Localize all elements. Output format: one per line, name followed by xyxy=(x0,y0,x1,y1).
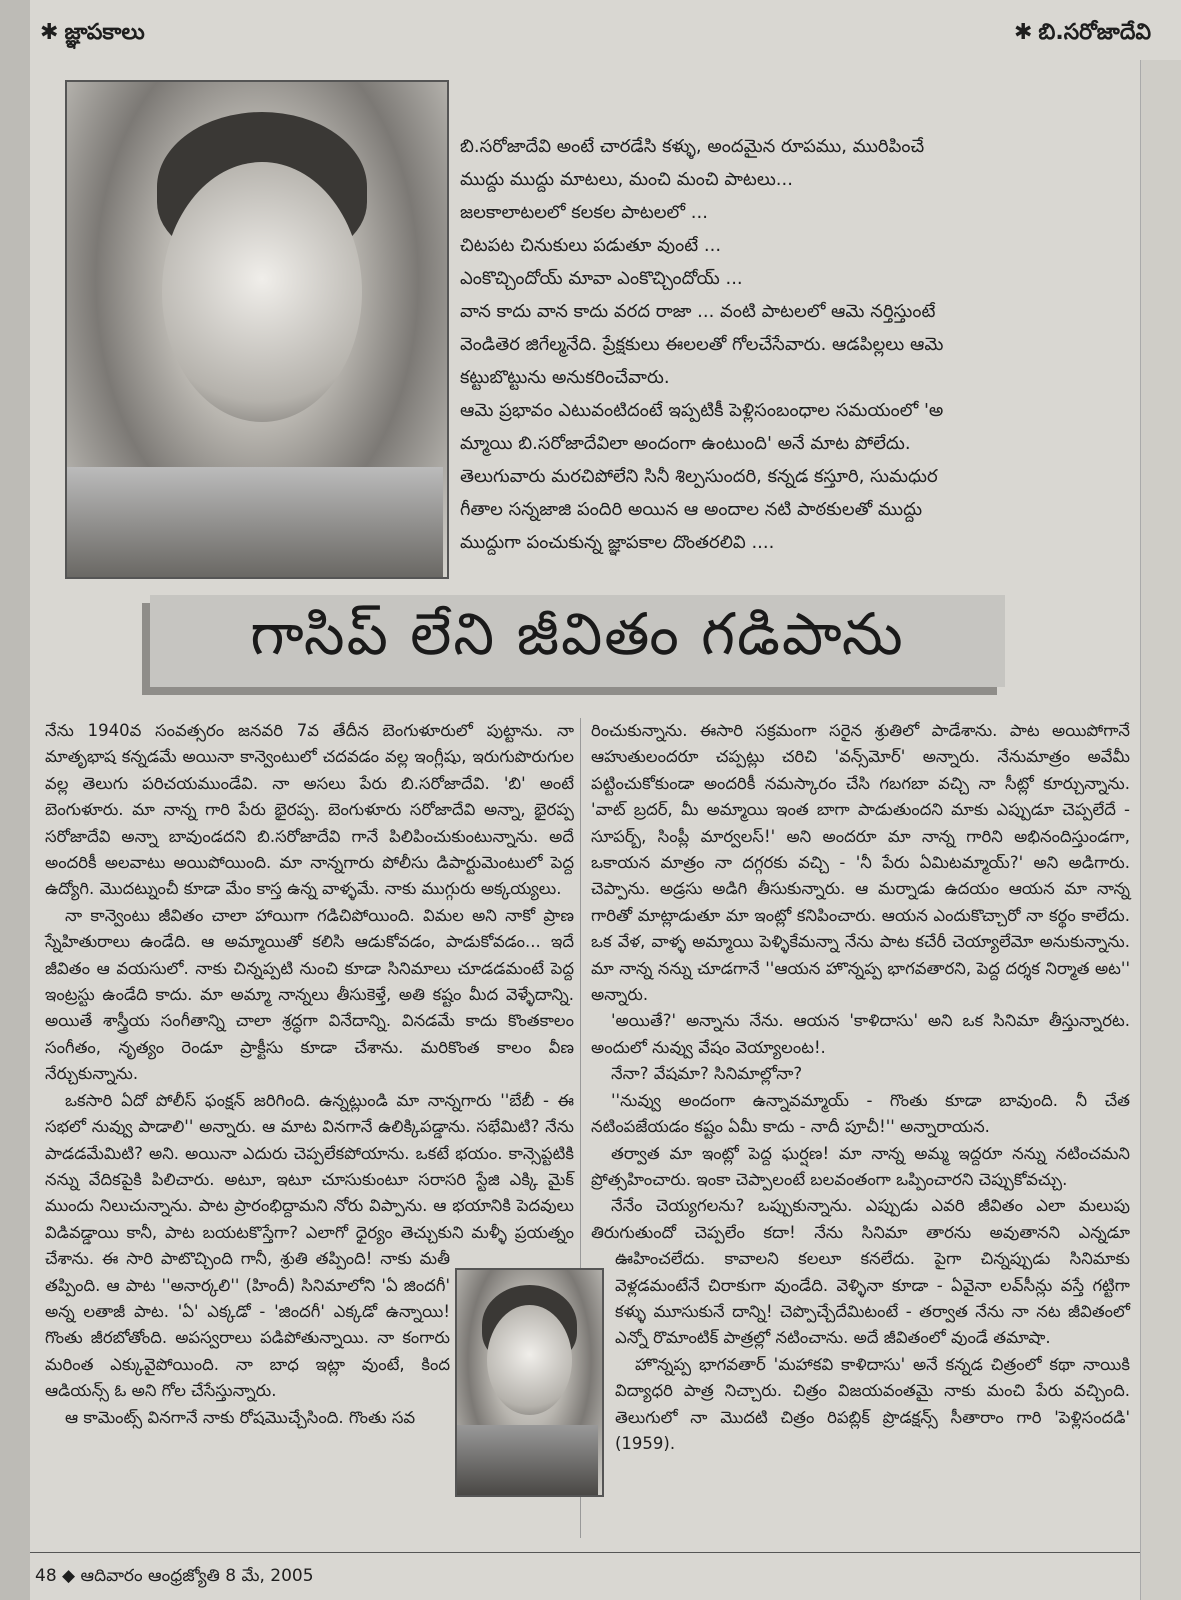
intro-line: జలకాలాటలలో కలకల పాటలలో ... xyxy=(460,202,708,223)
intro-line: చిటపట చినుకులు పడుతూ వుంటే ... xyxy=(460,235,722,256)
intro-line: మ్మాయి బి.సరోజాదేవిలా అందంగా ఉంటుంది' అనే మాట పోలేదు. xyxy=(460,433,911,454)
intro-line: కట్టుబొట్టును అనుకరించేవారు. xyxy=(460,367,670,388)
section-title: జ్ఞాపకాలు xyxy=(64,20,145,45)
intro-line: వెండితెర జిగేల్మనేది. ప్రేక్షకులు ఈలలతో గోలచేసేవారు. ఆడపిల్లలు ఆమె xyxy=(460,334,944,355)
intro-line: బి.సరోజాదేవి అంటే చారడేసి కళ్ళు, అందమైన రూపము, మురిపించే xyxy=(460,136,925,157)
paragraph: రించుకున్నాను. ఈసారి సక్రమంగా సరైన శ్రుతిలో పాడేశాను. పాట అయిపోగానే ఆహుతులందరూ చప్పట్లు చరిచి 'వన్స్‌మోర్' అన్నారు. నేనుమాత్రం అవేమీ పట్టించుకోకుండా అందరికీ నమస్కారం చేసి గబగబా వచ్చి నా సీట్లో కూర్చున్నాను. 'వాట్ బ్రదర్, మీ అమ్మాయి ఇంత బాగా పాడుతుందని మాకు ఎప్పుడూ చెప్పలేదే - సూపర్బ్, సింప్లీ మార్వలస్!' అని అందరూ మా నాన్న గారిని అభినందిస్తుండగా, ఒకాయన మాత్రం నా దగ్గరకు వచ్చి - 'నీ పేరు ఏమిటమ్మాయ్?' అని అడిగారు. చెప్పాను. అడ్రసు అడిగి తీసుకున్నారు. ఆ మర్నాడు ఉదయం ఆయన మా నాన్న గారితో మాట్లాడుతూ మా ఇంట్లో కనిపించారు. ఆయన ఎందుకొచ్చారో నా కర్థం కాలేదు. ఒక వేళ, వాళ్ళ అమ్మాయి పెళ్ళికేమన్నా నేను పాట కచేరీ చెయ్యాలేమో అనుకున్నాను. మా నాన్న నన్ను చూడగానే ''ఆయన హొన్నప్ప భాగవతారని, పెద్ద దర్శక నిర్మాత అట'' అన్నారు. xyxy=(591,721,1130,1005)
publication-date: ఆదివారం ఆంధ్రజ్యోతి 8 మే, 2005 xyxy=(80,1566,314,1586)
star-icon: ✱ xyxy=(1013,20,1033,45)
paragraph: నా కాన్వెంటు జీవితం చాలా హాయిగా గడిచిపోయింది. విమల అని నాకో ప్రాణ స్నేహితురాలు ఉండేది. ఆ అమ్మాయితో కలిసి ఆడుకోవడం, పాడుకోవడం... ఇదే జీవితం ఆ వయసులో. నాకు చిన్నప్పటి నుంచి కూడా సినిమాలు చూడడమంటే పెద్ద ఇంట్రస్టు ఉండేది కాదు. మా అమ్మా నాన్నలు తీసుకెళ్తే, అతి కష్టం మీద వెళ్ళేదాన్ని. అయితే శాస్త్రీయ సంగీతాన్ని చాలా శ్రద్ధగా వినేదాన్ని. వినడమే కాదు కొంతకాలం సంగీతం, నృత్యం రెండూ ప్రాక్టీసు కూడా చేశాను. మరికొంత కాలం వీణ నేర్చుకున్నాను. xyxy=(45,905,574,1084)
section-header xyxy=(40,20,145,50)
paragraph: తర్వాత మా ఇంట్లో పెద్ద ఘర్షణ! మా నాన్న అమ్మ ఇద్దరూ నన్ను నటించమని ప్రోత్సహించారు. ఇంకా చెప్పాలంటే బలవంతంగా ఒప్పించారని చెప్పుకోవచ్చు. xyxy=(591,1143,1130,1189)
author-name: బి.సరోజాదేవి xyxy=(1038,20,1151,45)
author-header xyxy=(1014,20,1151,50)
paragraph: ''నువ్వు అందంగా ఉన్నావమ్మాయ్ - గొంతు కూడా బావుంది. నీ చేత నటింపజేయడం కష్టం ఏమీ కాదు - నాదీ పూచీ!'' అన్నారాయన. xyxy=(591,1090,1130,1137)
paragraph: హొన్నప్ప భాగవతార్ 'మహాకవి కాళిదాసు' అనే కన్నడ చిత్రంలో కథా నాయికి విద్యాధరి పాత్ర నిచ్చారు. చిత్రం విజయవంతమై నాకు మంచి పేరు వచ్చింది. తెలుగులో నా మొదటి చిత్రం రిపబ్లిక్ ప్రొడక్షన్స్ సీతారాం గారి 'పెళ్లిసందడి' (1959). xyxy=(615,1354,1130,1453)
paragraph: ఒకసారి ఏదో పోలీస్ ఫంక్షన్ జరిగింది. ఉన్నట్లుండి మా నాన్నగారు ''బేబీ - ఈ సభలో నువ్వు పాడాలి'' అన్నారు. ఆ మాట వినగానే ఉలిక్కిపడ్డాను. సభేమిటి? నేను పాడడమేమిటి? అని. అయినా ఎదురు చెప్పలేకపోయాను. ఒకటే భయం. కాన్సెప్టటికి నన్ను వేదికపైకి పిలిచారు. అటూ, ఇటూ చూసుకుంటూ సరాసరి స్టేజి ఎక్కి మైక్ ముందు నిలుచున్నాను. పాట ప్రారంభిద్దామని నోరు విప్పాను. ఆ భయానికి పెదవులు విడివడ్డాయి కానీ, పాట బయటకొస్తేగా? ఎలాగో ధైర్యం తెచ్చుకుని మళ్ళీ ప్రయత్నం చేశాను. ఈ సారి పాటొచ్చింది గానీ, శ్రుతి తప్పింది! నాకు మతీ తప్పింది. ఆ పాట ''అనార్కలి'' (హిందీ) సినిమాలోని 'ఏ జిందగీ' అన్న లతాజీ పాట. 'ఏ' ఎక్కడో - 'జిందగీ' ఎక్కడో ఉన్నాయి! గొంతు జీరబోతోంది. అపస్వరాలు పడిపోతున్నాయి. నా కంగారు మరింత ఎక్కువైపోయింది. నా బాధ ఇట్లా వుంటే, కింద ఆడియన్స్ ఓ అని గోల చేసేస్తున్నారు. xyxy=(45,1090,574,1401)
page-number: 48 xyxy=(35,1566,57,1586)
intro-line: ముద్దు ముద్దు మాటలు, మంచి మంచి పాటలు... xyxy=(460,169,793,190)
intro-line: ముద్దుగా పంచుకున్న జ్ఞాపకాల దొంతరలివి .... xyxy=(460,532,775,553)
intro-line: గీతాల సన్నజాజి పందిరి అయిన ఆ అందాల నటి పాఠకులతో ముద్దు xyxy=(460,499,923,520)
intro-line: ఎంకొచ్చిందోయ్ మావా ఎంకొచ్చిందోయ్ ... xyxy=(460,268,743,289)
page-right-edge xyxy=(1140,60,1181,1600)
intro-line: తెలుగువారు మరచిపోలేని సినీ శిల్పసుందరి, కన్నడ కస్తూరి, సుమధుర xyxy=(460,466,938,487)
paragraph: నేను 1940వ సంవత్సరం జనవరి 7వ తేదీన బెంగుళూరులో పుట్టాను. నా మాతృభాష కన్నడమే అయినా కాన్వెంటులో చదవడం వల్ల ఇంగ్లీషు, ఇరుగుపొరుగుల వల్ల తెలుగు పరిచయముండేవి. నా అసలు పేరు బి.సరోజాదేవి. 'బి' అంటే బెంగుళూరు. మా నాన్న గారి పేరు భైరప్ప. బెంగుళూరు సరోజాదేవి అన్నా, భైరప్ప సరోజాదేవి అన్నా బావుండదని బి.సరోజాదేవి గానే పిలిపించుకుంటున్నాను. అదే అందరికీ అలవాటు అయిపోయింది. మా నాన్నగారు పోలీసు డిపార్టుమెంటులో పెద్ద ఉద్యోగి. మొదట్నుంచీ కూడా మేం కాస్త ఉన్న వాళ్ళమే. నాకు ముగ్గురు అక్కయ్యలు. xyxy=(45,721,574,899)
diamond-icon: ◆ xyxy=(62,1566,76,1586)
intro-text xyxy=(460,130,1020,559)
headline-box xyxy=(150,595,1005,687)
star-icon: ✱ xyxy=(40,20,59,45)
paragraph: నేనా? వేషమా? సినిమాల్లోనా? xyxy=(611,1064,803,1084)
inset-photo xyxy=(455,1268,604,1497)
intro-line: ఆమె ప్రభావం ఎటువంటిదంటే ఇప్పటికీ పెళ్లిసంబంధాల సమయంలో 'అ xyxy=(460,400,944,421)
headline: గాసిప్ లేని జీవితం గడిపాను xyxy=(250,599,905,668)
footer-divider xyxy=(30,1552,1140,1553)
page-left-edge xyxy=(0,0,30,1600)
paragraph: నేనేం చెయ్యగలను? ఒప్పుకున్నాను. ఎప్పుడు ఎవరి జీవితం ఎలా మలుపు తిరుగుతుందో చెప్పలేం కదా! నేను సినిమా తారను అవుతానని ఎన్నడూ ఊహించలేదు. కావాలని కలలూ కనలేదు. పైగా చిన్నప్పుడు సినిమాకు వెళ్లడమంటేనే చిరాకుగా వుండేది. వెళ్ళినా కూడా - ఏవైనా లవ్‌సీన్లు వస్తే గట్టిగా కళ్ళు మూసుకునే దాన్ని! చెప్పొచ్చేదేమిటంటే - తర్వాత నేను నా నట జీవితంలో ఎన్నో రొమాంటిక్ పాత్రల్లో నటించాను. అదే జీవితంలో వుండే తమాషా. xyxy=(591,1196,1130,1348)
page-footer xyxy=(35,1566,314,1590)
paragraph: 'అయితే?' అన్నాను నేను. ఆయన 'కాళిదాసు' అని ఒక సినిమా తీస్తున్నారట. అందులో నువ్వు వేషం వెయ్యాలంట!. xyxy=(591,1011,1130,1057)
portrait-photo xyxy=(65,80,449,579)
paragraph: ఆ కామెంట్స్ వినగానే నాకు రోషమొచ్చేసింది. గొంతు సవ xyxy=(65,1407,416,1427)
intro-line: వాన కాదు వాన కాదు వరద రాజా ... వంటి పాటలలో ఆమె నర్తిస్తుంటే xyxy=(460,301,936,322)
article-column-right xyxy=(590,718,1130,1493)
